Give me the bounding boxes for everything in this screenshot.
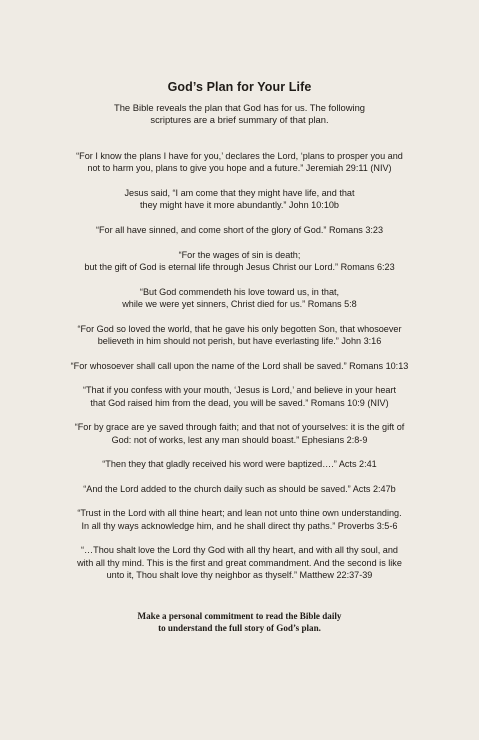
verse-line: In all thy ways acknowledge him, and he shall direct thy paths.” Proverbs 3:5-6	[81, 520, 398, 531]
verse-line: Jesus said, “I am come that they might have life, and that	[124, 188, 355, 198]
verse-acts-2-41	[20, 458, 460, 470]
verse-line: “That if you confess with your mouth, ‘Jesus is Lord,’ and believe in your heart	[82, 385, 397, 396]
verse-line: believeth in him should not perish, but have everlasting life.” John 3:16	[97, 336, 382, 346]
verse-line: with all thy mind. This is the first and great commandment. And the second is like	[77, 557, 402, 568]
verse-john-3-16	[20, 323, 460, 348]
verse-proverbs-3-5-6	[20, 507, 460, 532]
verse-romans-10-9	[20, 384, 460, 409]
verse-matthew-22-37-39	[20, 544, 460, 581]
verse-ephesians-2-8-9	[20, 421, 460, 446]
verse-line: but the gift of God is eternal life through Jesus Christ our Lord.” Romans 6:23	[84, 262, 395, 272]
verse-line: “For God so loved the world, that he gave his only begotten Son, that whosoever	[77, 323, 402, 334]
closing-line: to understand the full story of God’s plan.	[158, 622, 321, 633]
verse-line: “For I know the plans I have for you,’ declares the Lord, ‘plans to prosper you and	[76, 151, 403, 161]
verse-line: “For all have sinned, and come short of the glory of God.” Romans 3:23	[95, 225, 384, 235]
intro-line: scriptures are a brief summary of that plan.	[150, 114, 329, 125]
verse-line: “And the Lord added to the church daily such as should be saved.” Acts 2:47b	[83, 483, 396, 494]
verse-romans-5-8	[20, 286, 460, 311]
verse-line: that God raised him from the dead, you will be saved.” Romans 10:9 (NIV)	[90, 397, 389, 408]
verse-line: “But God commendeth his love toward us, in that,	[139, 286, 340, 297]
verse-romans-3-23	[20, 224, 460, 236]
intro-line: The Bible reveals the plan that God has for us. The following	[113, 102, 365, 113]
verse-line: while we were yet sinners, Christ died for us.” Romans 5:8	[122, 299, 357, 309]
verse-line: God: not of works, lest any man should boast.” Ephesians 2:8-9	[111, 434, 368, 445]
verse-acts-2-47b	[20, 483, 460, 495]
verse-line: “For whosoever shall call upon the name of the Lord shall be saved.” Romans 10:13	[70, 360, 409, 371]
verse-line: they might have it more abundantly.” John 10:10b	[139, 200, 339, 211]
verse-john-10-10b	[20, 187, 460, 212]
page-title: God’s Plan for Your Life	[167, 80, 312, 94]
closing-call-to-action	[0, 610, 479, 634]
verse-line: “For by grace are ye saved through faith; and that not of yourselves: it is the gift of	[74, 422, 405, 433]
verse-line: not to harm you, plans to give you hope and a future.” Jeremiah 29:11 (NIV)	[87, 163, 392, 174]
closing-line: Make a personal commitment to read the Bible daily	[137, 610, 342, 621]
verse-line: “Trust in the Lord with all thine heart; and lean not unto thine own understanding.	[77, 508, 402, 519]
verse-line: “…Thou shalt love the Lord thy God with all thy heart, and with all thy soul, and	[81, 545, 398, 556]
verse-line: “For the wages of sin is death;	[178, 249, 301, 260]
intro-paragraph	[80, 102, 400, 126]
verse-list	[0, 150, 479, 582]
verse-romans-6-23	[20, 249, 460, 274]
verse-line: unto it, Thou shalt love thy neighbor as thyself.” Matthew 22:37-39	[106, 570, 373, 581]
verse-jeremiah-29-11	[20, 150, 460, 175]
verse-line: “Then they that gladly received his word were baptized….” Acts 2:41	[102, 459, 377, 470]
verse-romans-10-13	[20, 360, 460, 372]
